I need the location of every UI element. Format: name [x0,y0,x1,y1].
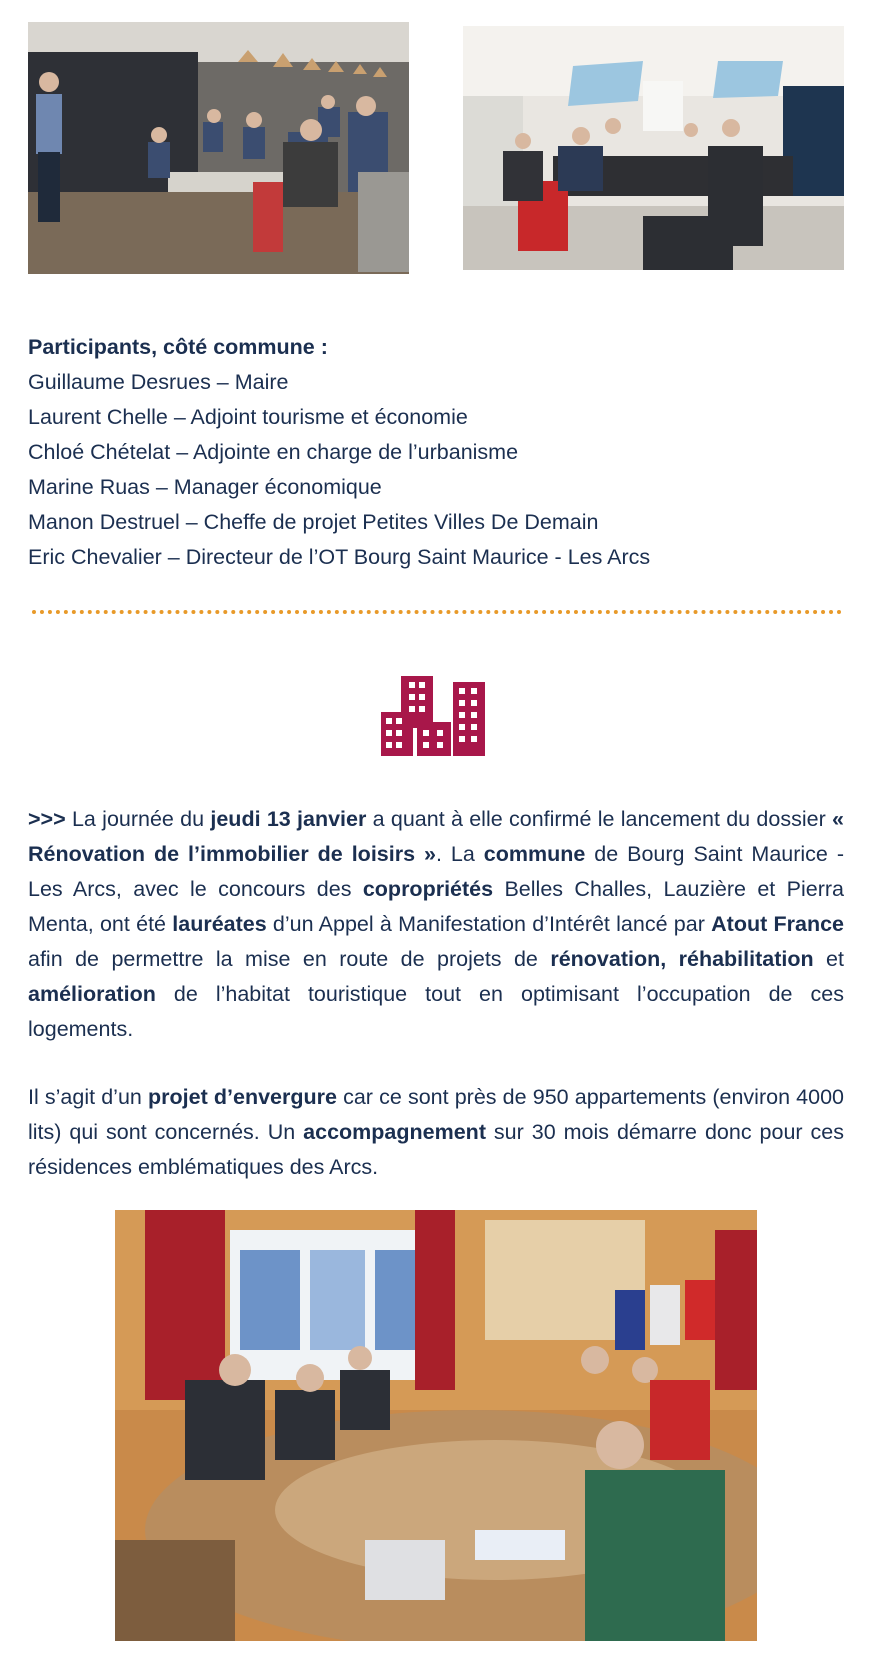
text-span: a quant à elle confirmé le lancement du dossier [366,807,833,831]
participant-item: Eric Chevalier – Directeur de l’OT Bourg Saint Maurice - Les Arcs [28,545,651,569]
participant-item: Guillaume Desrues – Maire [28,370,289,394]
arrow-marker: >>> [28,807,66,831]
participants-list [28,330,848,575]
text-highlight: amélioration [28,982,156,1006]
article-paragraph-project [28,1080,844,1185]
text-span: . La [435,842,484,866]
text-highlight: accompagnement [303,1120,486,1144]
participant-item: Laurent Chelle – Adjoint tourisme et économie [28,405,468,429]
text-highlight: lauréates [172,912,267,936]
text-span: La journée du [65,807,211,831]
text-highlight: rénovation, réhabilitation [550,947,814,971]
text-span: de Bourg Saint Maurice - Les Arcs, avec le concours des [28,842,844,901]
buildings-icon [381,676,485,756]
participant-item: Marine Ruas – Manager économique [28,475,382,499]
meeting-photo-presentation [28,22,409,274]
participant-item: Manon Destruel – Cheffe de projet Petites Villes De Demain [28,510,599,534]
meeting-photo-attic [463,26,844,270]
text-highlight: Atout France [711,912,845,936]
dotted-divider [32,610,842,614]
meeting-photo-council-room [115,1210,757,1641]
text-span: sur 30 mois démarre donc pour ces résidences emblématiques des Arcs. [28,1120,844,1179]
dossier-title: « Rénovation de l’immobilier de loisirs » [28,807,844,866]
text-span: afin de permettre la mise en route de projets de [28,947,551,971]
article-paragraph-launch [28,802,844,1047]
text-span: Belles Challes, Lauzière et Pierra Menta, ont été [28,877,845,936]
text-highlight: projet d’envergure [148,1085,337,1109]
text-span: et [813,947,844,971]
date-highlight: jeudi 13 janvier [210,807,367,831]
text-span: car ce sont près de 950 appartements (environ 4000 lits) qui sont concernés. Un [28,1085,845,1144]
text-highlight: copropriétés [362,877,494,901]
participant-item: Chloé Chételat – Adjointe en charge de l’urbanisme [28,440,519,464]
text-span: d’un Appel à Manifestation d’Intérêt lancé par [266,912,712,936]
text-span: Il s’agit d’un [28,1085,149,1109]
text-span: de l’habitat touristique tout en optimisant l’occupation de ces logements. [28,982,844,1041]
participants-heading: Participants, côté commune : [28,335,328,359]
text-highlight: commune [483,842,586,866]
